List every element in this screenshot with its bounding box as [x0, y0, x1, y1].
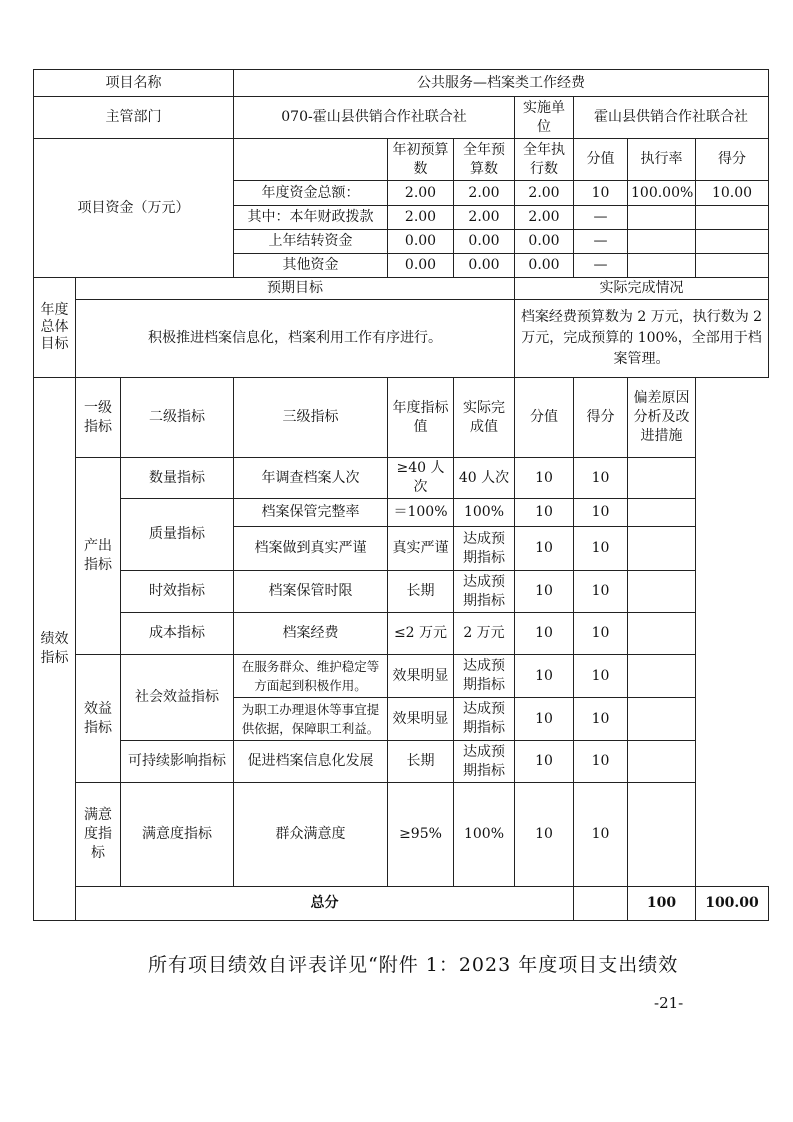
level3-cell: 档案保管完整率: [234, 499, 388, 527]
funds-score-value: 10: [574, 181, 628, 206]
total-blank: [574, 887, 628, 921]
level1-benefit: 效益指标: [76, 655, 121, 783]
actual-cell: 100%: [454, 499, 515, 527]
level3-cell: 在服务群众、维护稳定等方面起到积极作用。: [234, 655, 388, 698]
note-cell: [628, 655, 696, 698]
actual-cell: 100%: [454, 783, 515, 887]
score-value-cell: 10: [515, 571, 574, 613]
target-cell: 效果明显: [388, 698, 454, 741]
performance-evaluation-table: [33, 69, 769, 921]
actual-cell: 达成预期指标: [454, 698, 515, 741]
level2-cell: 社会效益指标: [121, 655, 234, 741]
funds-score-value: —: [574, 254, 628, 278]
actual-cell: 达成预期指标: [454, 655, 515, 698]
funds-executed: 2.00: [515, 181, 574, 206]
project-name-label: 项目名称: [34, 70, 234, 97]
score-value-cell: 10: [515, 741, 574, 783]
score-value-cell: 10: [515, 698, 574, 741]
note-cell: [628, 613, 696, 655]
level2-cell: 质量指标: [121, 499, 234, 571]
goal-actual-header: 实际完成情况: [515, 278, 769, 300]
score-cell: 10: [574, 698, 628, 741]
ind-header-score-value: 分值: [515, 378, 574, 458]
indicator-row: [34, 783, 769, 887]
funds-score-value: —: [574, 230, 628, 254]
funds-budget-init: 2.00: [388, 206, 454, 230]
ind-header-level3: 三级指标: [234, 378, 388, 458]
score-value-cell: 10: [515, 613, 574, 655]
funds-score: [696, 206, 769, 230]
funds-rate: 100.00%: [628, 181, 696, 206]
score-cell: 10: [574, 655, 628, 698]
note-cell: [628, 698, 696, 741]
total-row: [34, 887, 769, 921]
note-cell: [628, 571, 696, 613]
funds-score-value: —: [574, 206, 628, 230]
actual-cell: 达成预期指标: [454, 527, 515, 571]
ind-header-note: 偏差原因分析及改进措施: [628, 378, 696, 458]
funds-header-budget-year: 全年预算数: [454, 139, 515, 181]
level1-output: 产出指标: [76, 458, 121, 655]
funds-header-score-value: 分值: [574, 139, 628, 181]
funds-budget-init: 0.00: [388, 254, 454, 278]
funds-header-score: 得分: [696, 139, 769, 181]
level3-cell: 档案经费: [234, 613, 388, 655]
funds-rate: [628, 230, 696, 254]
score-cell: 10: [574, 527, 628, 571]
indicator-row: [34, 655, 769, 698]
note-cell: [628, 499, 696, 527]
dept-label: 主管部门: [34, 97, 234, 139]
goal-expected-header: 预期目标: [76, 278, 515, 300]
score-cell: 10: [574, 571, 628, 613]
target-cell: 长期: [388, 571, 454, 613]
level3-cell: 档案保管时限: [234, 571, 388, 613]
indicator-row: [34, 613, 769, 655]
target-cell: 效果明显: [388, 655, 454, 698]
funds-header-executed: 全年执行数: [515, 139, 574, 181]
actual-cell: 40 人次: [454, 458, 515, 499]
level3-cell: 群众满意度: [234, 783, 388, 887]
ind-header-level2: 二级指标: [121, 378, 234, 458]
level3-cell: 档案做到真实严谨: [234, 527, 388, 571]
level3-cell: 年调查档案人次: [234, 458, 388, 499]
funds-budget-init: 0.00: [388, 230, 454, 254]
funds-header-budget-init: 年初预算数: [388, 139, 454, 181]
ind-header-score: 得分: [574, 378, 628, 458]
funds-budget-year: 2.00: [454, 181, 515, 206]
total-score-value: 100: [628, 887, 696, 921]
score-value-cell: 10: [515, 458, 574, 499]
score-cell: 10: [574, 458, 628, 499]
target-cell: ＝100%: [388, 499, 454, 527]
project-name-value: 公共服务—档案类工作经费: [234, 70, 769, 97]
funds-executed: 0.00: [515, 254, 574, 278]
funds-executed: 2.00: [515, 206, 574, 230]
goal-expected: 积极推进档案信息化，档案利用工作有序进行。: [76, 300, 515, 378]
level3-cell: 促进档案信息化发展: [234, 741, 388, 783]
note-cell: [628, 783, 696, 887]
indicator-row: [34, 458, 769, 499]
level2-cell: 满意度指标: [121, 783, 234, 887]
ind-header-level1: 一级指标: [76, 378, 121, 458]
page-number: -21-: [654, 994, 684, 1012]
funds-rate: [628, 254, 696, 278]
dept-value: 070-霍山县供销合作社联合社: [234, 97, 515, 139]
actual-cell: 达成预期指标: [454, 571, 515, 613]
target-cell: ≥40 人次: [388, 458, 454, 499]
footnote-text: 所有项目绩效自评表详见“附件 1：2023 年度项目支出绩效: [148, 954, 679, 976]
total-score: 100.00: [696, 887, 769, 921]
funds-score: 10.00: [696, 181, 769, 206]
score-value-cell: 10: [515, 499, 574, 527]
indicator-row: [34, 499, 769, 527]
impl-label: 实施单位: [515, 97, 574, 139]
funds-row-label: 上年结转资金: [234, 230, 388, 254]
funds-executed: 0.00: [515, 230, 574, 254]
funds-row-label: 其中：本年财政拨款: [234, 206, 388, 230]
target-cell: 长期: [388, 741, 454, 783]
level3-cell: 为职工办理退休等事宜提供依据，保障职工利益。: [234, 698, 388, 741]
funds-header-blank: [234, 139, 388, 181]
funds-budget-year: 0.00: [454, 254, 515, 278]
ind-header-actual: 实际完成值: [454, 378, 515, 458]
score-cell: 10: [574, 613, 628, 655]
indicator-row: [34, 571, 769, 613]
goal-label: 年度总体目标: [34, 278, 76, 378]
funds-row-label: 年度资金总额：: [234, 181, 388, 206]
score-value-cell: 10: [515, 527, 574, 571]
note-cell: [628, 527, 696, 571]
actual-cell: 达成预期指标: [454, 741, 515, 783]
level2-cell: 可持续影响指标: [121, 741, 234, 783]
funds-row-label: 其他资金: [234, 254, 388, 278]
funds-budget-year: 0.00: [454, 230, 515, 254]
actual-cell: 2 万元: [454, 613, 515, 655]
funds-label: 项目资金（万元）: [34, 139, 234, 278]
target-cell: ≤2 万元: [388, 613, 454, 655]
score-cell: 10: [574, 741, 628, 783]
total-label: 总分: [76, 887, 574, 921]
score-value-cell: 10: [515, 655, 574, 698]
target-cell: ≥95%: [388, 783, 454, 887]
score-value-cell: 10: [515, 783, 574, 887]
funds-score: [696, 230, 769, 254]
funds-header-rate: 执行率: [628, 139, 696, 181]
note-cell: [628, 741, 696, 783]
score-cell: 10: [574, 499, 628, 527]
level2-cell: 数量指标: [121, 458, 234, 499]
score-cell: 10: [574, 783, 628, 887]
note-cell: [628, 458, 696, 499]
funds-budget-init: 2.00: [388, 181, 454, 206]
indicator-row: [34, 741, 769, 783]
funds-budget-year: 2.00: [454, 206, 515, 230]
level2-cell: 成本指标: [121, 613, 234, 655]
ind-header-target: 年度指标值: [388, 378, 454, 458]
target-cell: 真实严谨: [388, 527, 454, 571]
funds-score: [696, 254, 769, 278]
level1-satisfaction: 满意度指标: [76, 783, 121, 887]
goal-actual: 档案经费预算数为 2 万元，执行数为 2 万元，完成预算的 100%，全部用于档案管理。: [515, 300, 769, 378]
indicators-label: 绩效指标: [34, 378, 76, 921]
impl-value: 霍山县供销合作社联合社: [574, 97, 769, 139]
level2-cell: 时效指标: [121, 571, 234, 613]
funds-rate: [628, 206, 696, 230]
